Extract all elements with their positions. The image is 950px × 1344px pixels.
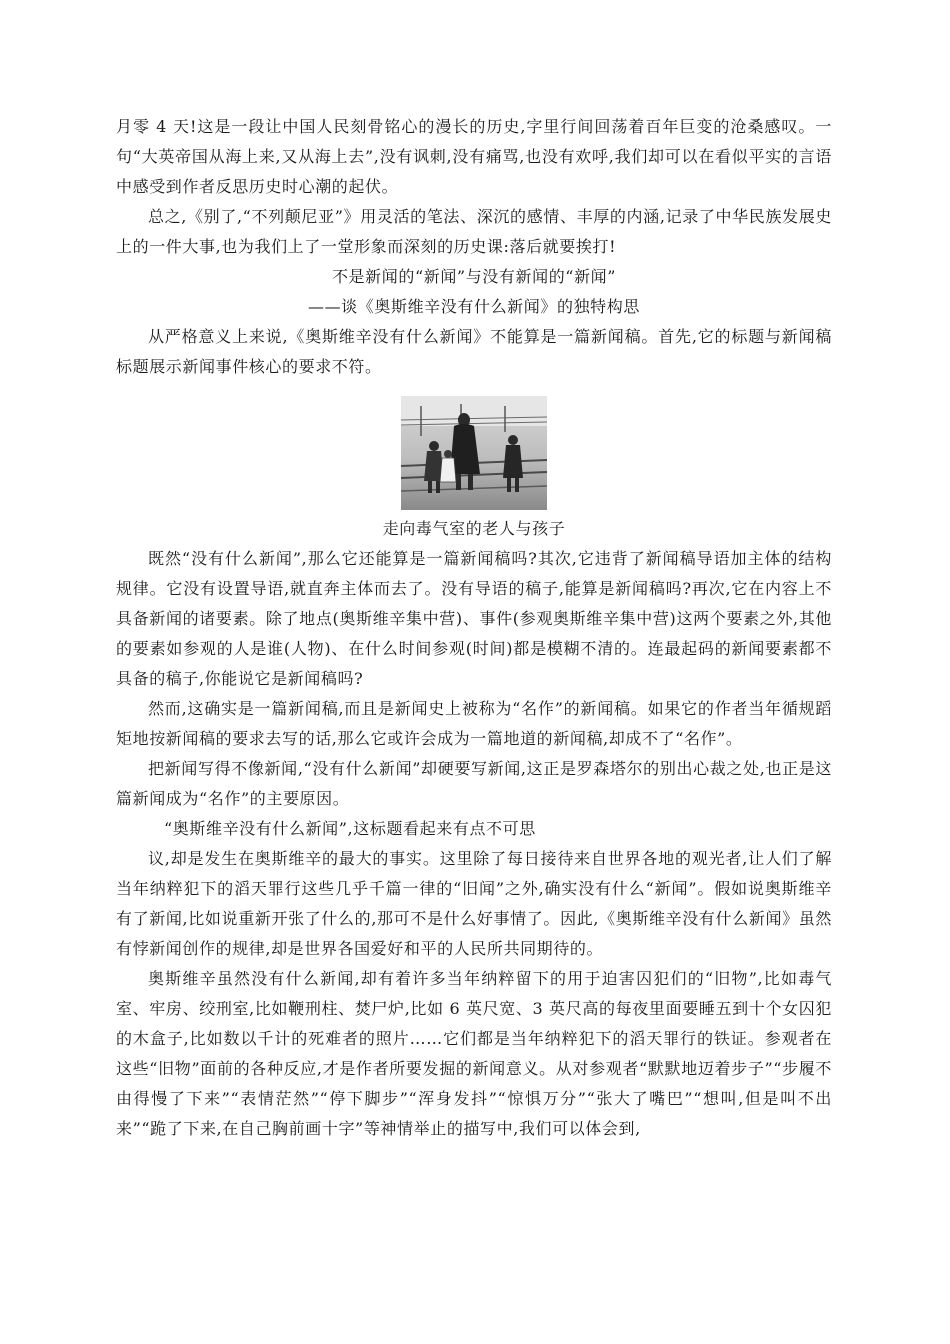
article-subtitle: ——谈《奥斯维辛没有什么新闻》的独特构思	[307, 297, 640, 316]
paragraph-conclusion: 总之,《别了,“不列颠尼亚”》用灵活的笔法、深沉的感情、丰厚的内涵,记录了中华民族发展史上的一件大事,也为我们上了一堂形象而深刻的历史课:落后就要挨打!	[116, 207, 832, 256]
document-page	[116, 112, 832, 1144]
paragraph-argument: 既然“没有什么新闻”,那么它还能算是一篇新闻稿吗?其次,它违背了新闻稿导语加主体的结构规律。它没有设置导语,就直奔主体而去了。没有导语的稿子,能算是新闻稿吗?再次,它在内容上不具备新闻的诸要素。除了地点(奥斯维辛集中营)、事件(参观奥斯维辛集中营)这两个要素之外,其他的要素如参观的人是谁(人物)、在什么时间参观(时间)都是模糊不清的。连最起码的新闻要素都不具备的稿子,你能说它是新闻稿吗?	[116, 549, 832, 688]
paragraph-however: 然而,这确实是一篇新闻稿,而且是新闻史上被称为“名作”的新闻稿。如果它的作者当年循规蹈矩地按新闻稿的要求去写的话,那么它或许会成为一篇地道的新闻稿,却成不了“名作”。	[116, 699, 832, 748]
paragraph-ingenuity: 把新闻写得不像新闻,“没有什么新闻”却硬要写新闻,这正是罗森塔尔的别出心裁之处,也正是这篇新闻成为“名作”的主要原因。	[116, 759, 832, 808]
paragraph-title-remark: “奥斯维辛没有什么新闻”,这标题看起来有点不可思	[164, 819, 536, 838]
paragraph-history-continued: 月零 4 天!这是一段让中国人民刻骨铭心的漫长的历史,字里行间回荡着百年巨变的沧桑感叹。一句“大英帝国从海上来,又从海上去”,没有讽刺,没有痛骂,也没有欢呼,我们却可以在看似平实的言语中感受到作者反思历史时心潮的起伏。	[116, 117, 832, 196]
paragraph-intro: 从严格意义上来说,《奥斯维辛没有什么新闻》不能算是一篇新闻稿。首先,它的标题与新闻稿标题展示新闻事件核心的要求不符。	[116, 327, 832, 376]
figure-caption: 走向毒气室的老人与孩子	[382, 519, 566, 538]
photo-old-woman-and-children	[401, 396, 547, 510]
paragraph-fact: 议,却是发生在奥斯维辛的最大的事实。这里除了每日接待来自世界各地的观光者,让人们了解当年纳粹犯下的滔天罪行这些几乎千篇一律的“旧闻”之外,确实没有什么“新闻”。假如说奥斯维辛有了新闻,比如说重新开张了什么的,那可不是什么好事情了。因此,《奥斯维辛没有什么新闻》虽然有悖新闻创作的规律,却是世界各国爱好和平的人民所共同期待的。	[116, 849, 832, 958]
paragraph-old-objects: 奥斯维辛虽然没有什么新闻,却有着许多当年纳粹留下的用于迫害囚犯们的“旧物”,比如毒气室、牢房、绞刑室,比如鞭刑柱、焚尸炉,比如 6 英尺宽、3 英尺高的每夜里面要睡五到十个女囚犯的木盒子,比如数以千计的死难者的照片……它们都是当年纳粹犯下的滔天罪行的铁证。参观者在这些“旧物”面前的各种反应,才是作者所要发掘的新闻意义。从对参观者“默默地迈着步子”“步履不由得慢了下来”“表情茫然”“停下脚步”“浑身发抖”“惊惧万分”“张大了嘴巴”“想叫,但是叫不出来”“跪了下来,在自己胸前画十字”等神情举止的描写中,我们可以体会到,	[116, 969, 832, 1138]
article-title: 不是新闻的“新闻”与没有新闻的“新闻”	[331, 267, 617, 286]
